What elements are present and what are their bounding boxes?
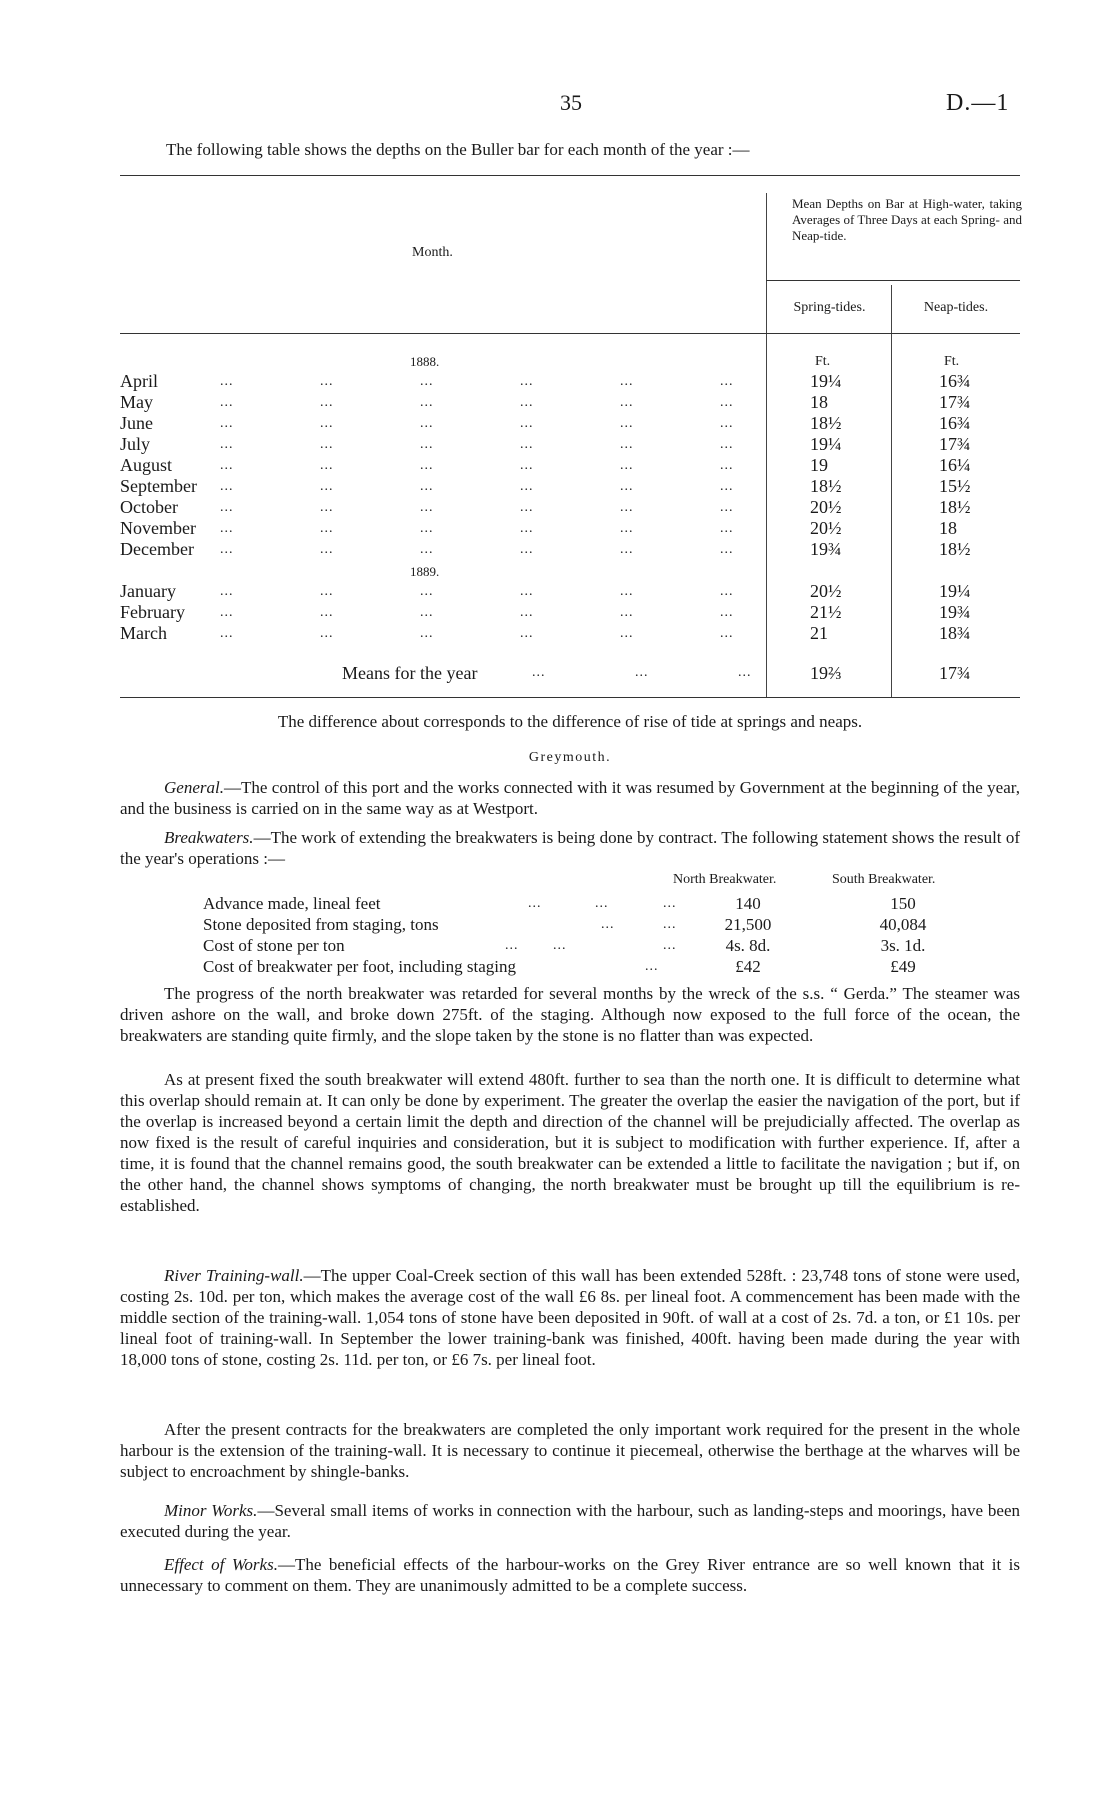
leader-dots: ... <box>528 896 542 911</box>
south-breakwater-value: £49 <box>890 957 916 976</box>
spring-depth-cell: 19 <box>810 455 828 475</box>
leader-dots: ... <box>720 521 734 536</box>
paragraph-effect-of-works <box>120 1554 1020 1596</box>
south-breakwater-value: 3s. 1d. <box>880 936 926 955</box>
paragraph-general <box>120 777 1020 819</box>
leader-dots: ... <box>320 458 334 473</box>
depth-table-rows <box>120 371 1020 644</box>
neap-depth-cell: 17¾ <box>939 434 971 454</box>
leader-dots: ... <box>320 584 334 599</box>
leader-dots: ... <box>520 626 534 641</box>
table-bottom-rule <box>120 697 1020 698</box>
spring-depth-cell: 19¾ <box>810 539 842 559</box>
leader-dots: ... <box>553 938 567 953</box>
leader-dots: ... <box>320 542 334 557</box>
breakwater-row <box>203 914 1003 935</box>
leader-dots: ... <box>520 584 534 599</box>
leader-dots: ... <box>595 896 609 911</box>
leader-dots: ... <box>320 437 334 452</box>
month-cell: April <box>120 371 158 391</box>
text-training-wall: —The upper Coal-Creek section of this wall has been extended 528ft. : 23,748 tons of stone were used, costing 2s. 10d. per ton, which makes the average cost of the wall £6 8s. per lineal foot. A commencement has been made with the middle section of the training-wall. 1,054 tons of stone have been deposited in 90ft. of wall at a cost of 2s. 7d. a ton, or £1 10s. per lineal foot of training-wall. In September the lower training-bank was finished, 400ft. having been made during the year with 18,000 tons of stone, costing 2s. 11d. per ton, or £6 7s. per lineal foot. <box>120 1266 1020 1369</box>
south-breakwater-value: 40,084 <box>879 915 927 934</box>
spring-depth-cell: 18½ <box>810 476 842 496</box>
month-cell: March <box>120 623 167 643</box>
breakwater-row-label: Stone deposited from staging, tons <box>203 915 439 934</box>
rows-1888 <box>120 371 1020 560</box>
leader-dots: ... <box>220 542 234 557</box>
leader-dots: ... <box>320 626 334 641</box>
leader-dots: ... <box>420 458 434 473</box>
spring-depth-cell: 18½ <box>810 413 842 433</box>
breakwater-row <box>203 956 1003 977</box>
table-row <box>120 392 1020 413</box>
neap-depth-cell: 19¼ <box>939 581 971 601</box>
leader-dots: ... <box>720 584 734 599</box>
column-header-south-breakwater: South Breakwater. <box>832 872 936 887</box>
leader-dots: ... <box>601 917 615 932</box>
leader-dots: ... <box>620 479 634 494</box>
leader-dots: ... <box>645 959 659 974</box>
paragraph-minor-works <box>120 1500 1020 1542</box>
label-effect-of-works: Effect of Works. <box>164 1555 278 1574</box>
mean-spring-value: 19⅔ <box>810 663 842 683</box>
section-title: Greymouth. <box>528 750 612 765</box>
leader-dots: ... <box>320 395 334 410</box>
column-header-spring-tides: Spring-tides. <box>793 300 866 315</box>
difference-note: The difference about corresponds to the difference of rise of tide at springs and neaps. <box>277 712 863 731</box>
leader-dots: ... <box>420 500 434 515</box>
leader-dots: ... <box>420 374 434 389</box>
leader-dots: ... <box>420 395 434 410</box>
table-mean-rule <box>766 280 1020 281</box>
leader-dots: ... <box>720 605 734 620</box>
month-cell: February <box>120 602 185 622</box>
column-header-neap-tides: Neap-tides. <box>923 300 989 315</box>
table-intro: The following table shows the depths on the Buller bar for each month of the year :— <box>166 140 750 159</box>
year-heading-1888: 1888. <box>410 354 440 369</box>
breakwater-row-label: Cost of stone per ton <box>203 936 345 955</box>
leader-dots: ... <box>738 665 752 680</box>
leader-dots: ... <box>635 665 649 680</box>
table-row-means <box>120 662 1020 684</box>
leader-dots: ... <box>720 437 734 452</box>
table-row <box>120 371 1020 392</box>
leader-dots: ... <box>720 542 734 557</box>
leader-dots: ... <box>620 416 634 431</box>
spring-depth-cell: 19¼ <box>810 371 842 391</box>
leader-dots: ... <box>620 437 634 452</box>
neap-depth-cell: 17¾ <box>939 392 971 412</box>
leader-dots: ... <box>720 458 734 473</box>
text-general: —The control of this port and the works connected with it was resumed by Government at the beginning of the year, and the business is carried on in the same way as at Westport. <box>120 778 1020 818</box>
leader-dots: ... <box>720 374 734 389</box>
paragraph-breakwaters <box>120 827 1020 869</box>
leader-dots: ... <box>532 665 546 680</box>
leader-dots: ... <box>620 521 634 536</box>
mean-neap-value: 17¾ <box>939 663 971 683</box>
month-cell: May <box>120 392 153 412</box>
north-breakwater-value: 21,500 <box>724 915 772 934</box>
unit-neap: Ft. <box>944 354 960 369</box>
leader-dots: ... <box>320 374 334 389</box>
paragraph-progress: The progress of the north breakwater was retarded for several months by the wreck of the s.s. “ Gerda.” The steamer was driven ashore on the wall, and broke down 275ft. of the staging. Although now exposed to the full force of the ocean, the breakwaters are standing quite firmly, and the slope taken by the stone is no flatter than was expected. <box>120 984 1020 1045</box>
neap-depth-cell: 16¼ <box>939 455 971 475</box>
leader-dots: ... <box>220 458 234 473</box>
leader-dots: ... <box>320 479 334 494</box>
leader-dots: ... <box>220 416 234 431</box>
month-cell: June <box>120 413 153 433</box>
label-training-wall: River Training-wall. <box>164 1266 304 1285</box>
leader-dots: ... <box>320 605 334 620</box>
spring-depth-cell: 20½ <box>810 518 842 538</box>
leader-dots: ... <box>663 917 677 932</box>
document-reference: D.—1 <box>946 90 1010 116</box>
leader-dots: ... <box>620 542 634 557</box>
leader-dots: ... <box>420 479 434 494</box>
leader-dots: ... <box>663 896 677 911</box>
leader-dots: ... <box>320 416 334 431</box>
leader-dots: ... <box>420 437 434 452</box>
mean-label: Means for the year <box>342 663 478 683</box>
paragraph-overlap: As at present fixed the south breakwater will extend 480ft. further to sea than the north one. It is difficult to determine what this overlap should remain at. It can only be done by experiment. The greater the overlap the easier the navigation of the port, but if the overlap is increased beyond a certain limit the depth and direction of the channel will be prejudicially affected. The overlap as now fixed is the result of careful inquiries and consideration, but it is subject to modification with further experience. If, after a time, it is found that the channel remains good, the south breakwater can be extended a little to facilitate the navigation ; but if, on the other hand, the channel shows symptoms of changing, the north breakwater must be brought up till the equilibrium is re-established. <box>120 1070 1020 1215</box>
leader-dots: ... <box>220 605 234 620</box>
rows-1889 <box>120 581 1020 644</box>
leader-dots: ... <box>220 521 234 536</box>
leader-dots: ... <box>220 479 234 494</box>
leader-dots: ... <box>620 500 634 515</box>
table-top-rule <box>120 175 1020 176</box>
leader-dots: ... <box>520 437 534 452</box>
leader-dots: ... <box>420 416 434 431</box>
neap-depth-cell: 16¾ <box>939 413 971 433</box>
month-cell: August <box>120 455 173 475</box>
text-breakwaters: —The work of extending the breakwaters is being done by contract. The following statement shows the result of the year's operations :— <box>120 828 1020 868</box>
leader-dots: ... <box>320 521 334 536</box>
leader-dots: ... <box>720 395 734 410</box>
leader-dots: ... <box>520 500 534 515</box>
leader-dots: ... <box>720 500 734 515</box>
spring-depth-cell: 20½ <box>810 497 842 517</box>
column-header-north-breakwater: North Breakwater. <box>673 872 777 887</box>
table-row <box>120 455 1020 476</box>
north-breakwater-value: 4s. 8d. <box>725 936 771 955</box>
year-heading-1889: 1889. <box>410 564 440 579</box>
breakwater-row <box>203 893 1003 914</box>
neap-depth-cell: 16¾ <box>939 371 971 391</box>
leader-dots: ... <box>420 605 434 620</box>
column-header-month: Month. <box>412 245 453 260</box>
table-row <box>120 581 1020 602</box>
neap-depth-cell: 18½ <box>939 539 971 559</box>
neap-depth-cell: 18¾ <box>939 623 971 643</box>
spring-depth-cell: 21 <box>810 623 828 643</box>
leader-dots: ... <box>520 395 534 410</box>
south-breakwater-value: 150 <box>890 894 916 913</box>
spring-depth-cell: 18 <box>810 392 828 412</box>
leader-dots: ... <box>720 416 734 431</box>
table-header-rule <box>120 333 1020 334</box>
spring-depth-cell: 19¼ <box>810 434 842 454</box>
label-minor-works: Minor Works. <box>164 1501 258 1520</box>
spring-depth-cell: 21½ <box>810 602 842 622</box>
leader-dots: ... <box>720 626 734 641</box>
month-cell: January <box>120 581 176 601</box>
leader-dots: ... <box>520 479 534 494</box>
breakwater-row-label: Cost of breakwater per foot, including staging <box>203 957 517 976</box>
spring-depth-cell: 20½ <box>810 581 842 601</box>
table-row <box>120 539 1020 560</box>
leader-dots: ... <box>520 542 534 557</box>
breakwater-row-label: Advance made, lineal feet <box>203 894 381 913</box>
leader-dots: ... <box>420 542 434 557</box>
leader-dots: ... <box>220 437 234 452</box>
unit-spring: Ft. <box>815 354 831 369</box>
neap-depth-cell: 15½ <box>939 476 971 496</box>
month-cell: October <box>120 497 178 517</box>
leader-dots: ... <box>420 521 434 536</box>
leader-dots: ... <box>620 458 634 473</box>
leader-dots: ... <box>520 458 534 473</box>
leader-dots: ... <box>420 626 434 641</box>
table-row <box>120 623 1020 644</box>
leader-dots: ... <box>620 626 634 641</box>
leader-dots: ... <box>620 584 634 599</box>
text-effect-of-works: —The beneficial effects of the harbour-works on the Grey River entrance are so well known that it is unnecessary to comment on them. They are unanimously admitted to be a complete success. <box>120 1555 1020 1595</box>
neap-depth-cell: 18 <box>939 518 957 538</box>
leader-dots: ... <box>620 395 634 410</box>
neap-depth-cell: 19¾ <box>939 602 971 622</box>
table-row <box>120 413 1020 434</box>
label-general: General. <box>164 778 224 797</box>
neap-depth-cell: 18½ <box>939 497 971 517</box>
leader-dots: ... <box>505 938 519 953</box>
leader-dots: ... <box>220 626 234 641</box>
table-row <box>120 602 1020 623</box>
leader-dots: ... <box>520 605 534 620</box>
text-minor-works: —Several small items of works in connection with the harbour, such as landing-steps and moorings, have been executed during the year. <box>120 1501 1020 1541</box>
month-cell: July <box>120 434 151 454</box>
leader-dots: ... <box>620 605 634 620</box>
leader-dots: ... <box>320 500 334 515</box>
column-header-mean-depths: Mean Depths on Bar at High-water, taking Averages of Three Days at each Spring- and Neap-tide. <box>792 196 1022 243</box>
page-number: 35 <box>560 90 582 115</box>
table-row <box>120 434 1020 455</box>
month-cell: September <box>120 476 197 496</box>
table-row <box>120 476 1020 497</box>
month-cell: December <box>120 539 194 559</box>
leader-dots: ... <box>663 938 677 953</box>
north-breakwater-value: 140 <box>735 894 761 913</box>
leader-dots: ... <box>720 479 734 494</box>
leader-dots: ... <box>620 374 634 389</box>
table-row <box>120 518 1020 539</box>
paragraph-training-wall <box>120 1265 1020 1370</box>
table-row <box>120 497 1020 518</box>
month-cell: November <box>120 518 196 538</box>
north-breakwater-value: £42 <box>735 957 761 976</box>
leader-dots: ... <box>220 374 234 389</box>
leader-dots: ... <box>520 521 534 536</box>
leader-dots: ... <box>520 374 534 389</box>
leader-dots: ... <box>420 584 434 599</box>
breakwater-row <box>203 935 1003 956</box>
leader-dots: ... <box>220 584 234 599</box>
paragraph-contracts: After the present contracts for the breakwaters are completed the only important work required for the present in the whole harbour is the extension of the training-wall. It is necessary to continue it piecemeal, otherwise the berthage at the wharves will be subject to encroachment by shingle-banks. <box>120 1420 1020 1481</box>
label-breakwaters: Breakwaters. <box>164 828 254 847</box>
leader-dots: ... <box>520 416 534 431</box>
leader-dots: ... <box>220 500 234 515</box>
leader-dots: ... <box>220 395 234 410</box>
